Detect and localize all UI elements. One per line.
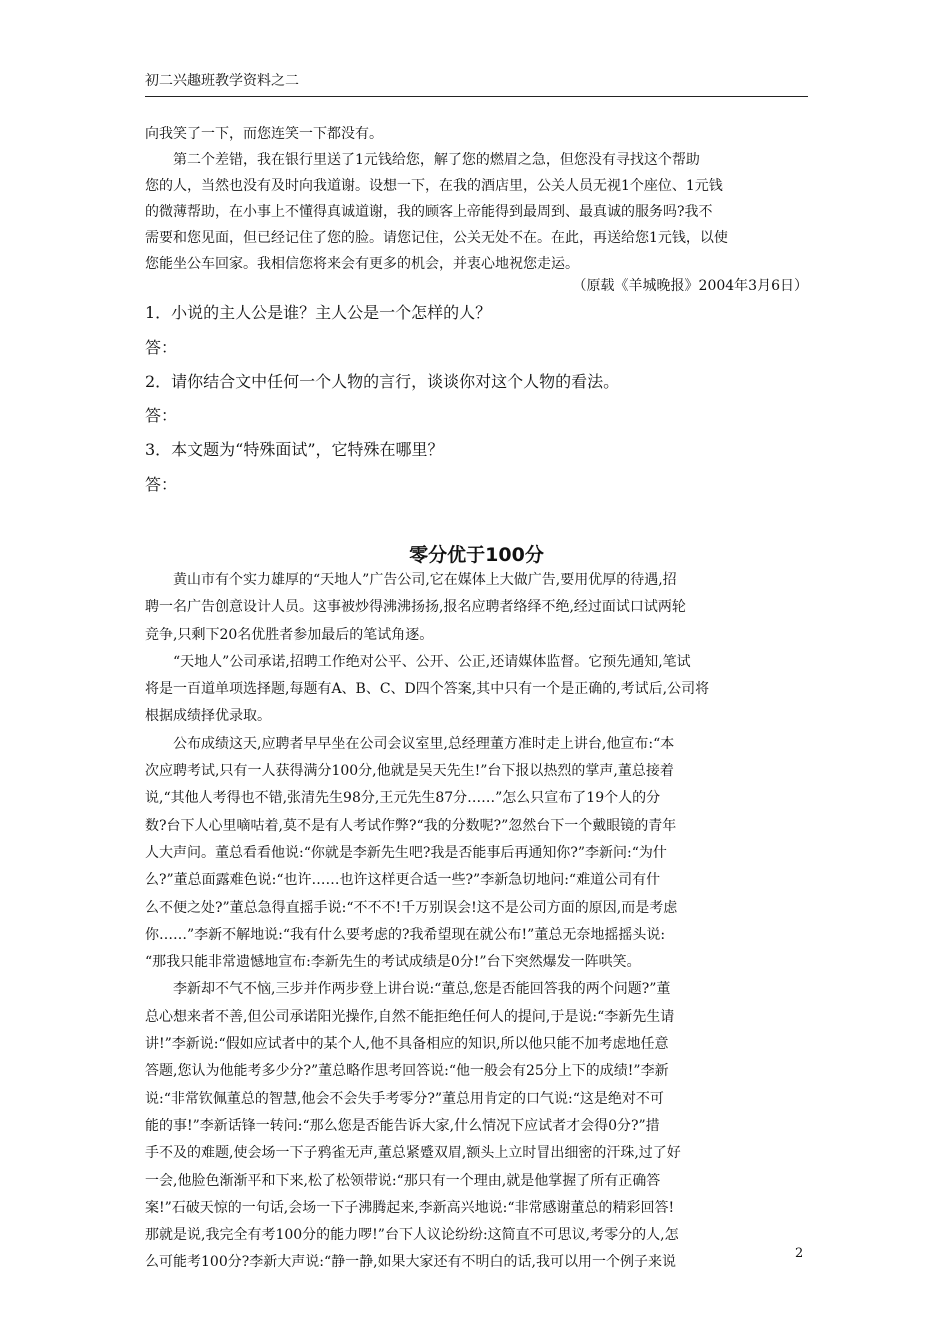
paragraph-line: 能的事!”李新话锋一转问:“那么您是否能告诉大家,什么情况下应试者才会得0分?”措 [145, 1117, 660, 1134]
paragraph-line: 李新却不气不恼,三步并作两步登上讲台说:“董总,您是否能回答我的两个问题?”董 [173, 981, 671, 998]
paragraph-line: 答题,您认为他能考多少分?”董总略作思考回答说:“他一般会有25分上下的成绩!”李新 [145, 1063, 669, 1080]
paragraph-line: 聘一名广告创意设计人员。这事被炒得沸沸扬扬,报名应聘者络绎不绝,经过面试口试两轮 [145, 599, 686, 616]
paragraph-line: 你……”李新不解地说:“我有什么要考虑的?我希望现在就公布!”董总无奈地摇摇头说: [145, 926, 666, 943]
source-citation: （原载《羊城晚报》2004年3月6日） [572, 278, 808, 294]
paragraph-line: 黄山市有个实力雄厚的“天地人”广告公司,它在媒体上大做广告,要用优厚的待遇,招 [173, 572, 677, 588]
paragraph-line: 么不便之处?”董总急得直摇手说:“不不不!千万别误会!这不是公司方面的原因,而是考虑 [145, 899, 678, 916]
paragraph-line: 您能坐公车回家。我相信您将来会有更多的机会，并衷心地祝您走运。 [145, 256, 579, 272]
paragraph-line: 的微薄帮助，在小事上不懂得真诚道谢，我的顾客上帝能得到最周到、最真诚的服务吗?我不 [145, 204, 713, 220]
paragraph-line: 人大声问。董总看看他说:“你就是李新先生吧?我是否能事后再通知你?”李新问:“为什 [145, 844, 667, 861]
paragraph-line: 那就是说,我完全有考100分的能力啰!”台下人议论纷纷:这简直不可思议,考零分的人,怎 [145, 1227, 679, 1244]
article-body [145, 567, 808, 1277]
paragraph-line: 说:“非常钦佩董总的智慧,他会不会失手考零分?”董总用肯定的口气说:“这是绝对不可 [145, 1090, 664, 1107]
question-3: 3．本文题为“特殊面试”，它特殊在哪里？ [145, 440, 444, 459]
paragraph-line: 案!”石破天惊的一句话,会场一下子沸腾起来,李新高兴地说:“非常感谢董总的精彩回答! [145, 1199, 675, 1216]
paragraph-line: 需要和您见面，但已经记住了您的脸。请您记住，公关无处不在。在此，再送给您1元钱，以使 [145, 230, 728, 246]
paragraph-line: 公布成绩这天,应聘者早早坐在公司会议室里,总经理董方准时走上讲台,他宣布:“本 [173, 735, 675, 752]
paragraph-line: 总心想来者不善,但公司承诺阳光操作,自然不能拒绝任何人的提问,于是说:“李新先生请 [145, 1008, 675, 1025]
paragraph-line: 竞争,只剩下20名优胜者参加最后的笔试角逐。 [145, 626, 434, 643]
story-ending [145, 121, 808, 277]
paragraph-line: 么?”董总面露难色说:“也许……也许这样更合适一些?”李新急切地问:“难道公司有什 [145, 872, 661, 889]
article-title: 零分优于100分 [409, 544, 544, 566]
answer-label-2: 答： [145, 406, 178, 425]
paragraph-line: “天地人”公司承诺,招聘工作绝对公平、公开、公正,还请媒体监督。它预先通知,笔试 [173, 653, 691, 670]
paragraph-line: 手不及的难题,使会场一下子鸦雀无声,董总紧蹙双眉,额头上立时冒出细密的汗珠,过了好 [145, 1145, 681, 1162]
answer-label-3: 答： [145, 475, 178, 494]
question-2: 2．请你结合文中任何一个人物的言行，谈谈你对这个人物的看法。 [145, 372, 620, 391]
answer-label-1: 答： [145, 338, 178, 357]
paragraph-line: 一会,他脸色渐渐平和下来,松了松领带说:“那只有一个理由,就是他掌握了所有正确答 [145, 1172, 661, 1189]
paragraph-line: 第二个差错，我在银行里送了1元钱给您，解了您的燃眉之急，但您没有寻找这个帮助 [173, 152, 700, 168]
paragraph-line: 么可能考100分?李新大声说:“静一静,如果大家还有不明白的话,我可以用一个例子来说 [145, 1254, 676, 1271]
page-number: 2 [795, 1246, 804, 1261]
paragraph-line: 说,“其他人考得也不错,张清先生98分,王元先生87分……”怎么只宣布了19个人的分 [145, 790, 661, 807]
paragraph-line: 您的人，当然也没有及时向我道谢。设想一下，在我的酒店里，公关人员无视1个座位、1元钱 [145, 178, 723, 194]
question-1: 1．小说的主人公是谁？主人公是一个怎样的人？ [145, 303, 492, 322]
paragraph-line: 将是一百道单项选择题,每题有A、B、C、D四个答案,其中只有一个是正确的,考试后,公司将 [145, 681, 710, 698]
paragraph-line: 次应聘考试,只有一人获得满分100分,他就是吴天先生!”台下报以热烈的掌声,董总接着 [145, 763, 674, 780]
page-header [145, 70, 808, 97]
paragraph-line: 向我笑了一下，而您连笑一下都没有。 [145, 126, 383, 142]
paragraph-line: 数?台下人心里嘀咕着,莫不是有人考试作弊?“我的分数呢?”忽然台下一个戴眼镜的青年 [145, 817, 677, 834]
paragraph-line: “那我只能非常遗憾地宣布:李新先生的考试成绩是0分!”台下突然爆发一阵哄笑。 [145, 954, 641, 971]
paragraph-line: 根据成绩择优录取。 [145, 708, 271, 725]
paragraph-line: 讲!”李新说:“假如应试者中的某个人,他不具备相应的知识,所以他只能不加考虑地任意 [145, 1036, 669, 1053]
header-title: 初二兴趣班教学资料之二 [145, 73, 299, 89]
